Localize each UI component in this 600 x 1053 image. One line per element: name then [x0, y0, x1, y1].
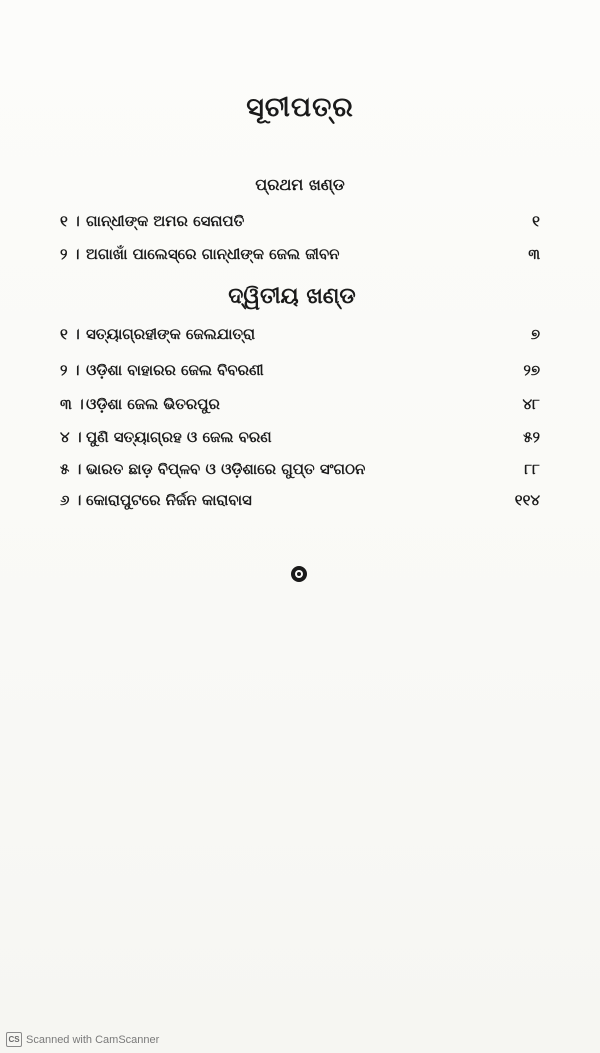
entry-page-number: ୧୧୪ [514, 491, 540, 509]
entry-title: ଓଡ଼ିଶା ବାହାରର ଜେଲ ବିବରଣୀ [86, 361, 264, 379]
entry-number: ୫ । [60, 460, 82, 478]
entry-page-number: ୭ [530, 325, 540, 343]
entry-page-number: ୫୨ [523, 428, 540, 446]
watermark-text: Scanned with CamScanner [26, 1033, 160, 1046]
entry-page-number: ୪୮ [522, 395, 540, 413]
toc-entry [60, 455, 540, 483]
entry-number: ୧ । [60, 212, 80, 230]
entry-title: ପୁଣି ସତ୍ୟାଗ୍ରହ ଓ ଜେଲ ବରଣ [86, 428, 272, 446]
toc-entry [60, 423, 540, 451]
page-title: ସୂଚୀପତ୍ର [246, 92, 354, 123]
section-heading-second: ଦ୍ୱିତୀୟ ଖଣ୍ଡ [228, 284, 356, 309]
entry-title: ଓଡ଼ିଶା ଜେଲ ଭିତରପୁର [86, 395, 220, 413]
toc-entry [60, 320, 540, 348]
entry-number: ୬ । [60, 491, 82, 509]
entry-title: ଭାରତ ଛାଡ଼ ବିପ୍ଳବ ଓ ଓଡ଼ିଶାରେ ଗୁପ୍ତ ସଂଗଠନ [86, 460, 366, 478]
entry-page-number: ୩ [528, 245, 540, 263]
toc-entry [60, 240, 540, 268]
scanner-watermark [6, 1032, 159, 1047]
entry-number: ୨ । [60, 361, 80, 379]
camscanner-logo-icon: CS [6, 1032, 22, 1047]
entry-title: କୋରାପୁଟରେ ନିର୍ଜନ କାରାବାସ [86, 491, 252, 509]
end-ornament-icon [291, 566, 307, 582]
entry-number: ୧ । [60, 325, 80, 343]
entry-title: ସତ୍ୟାଗ୍ରହୀଙ୍କ ଜେଲଯାତ୍ରା [86, 325, 255, 343]
toc-entry [60, 486, 540, 514]
toc-entry [60, 207, 540, 235]
entry-number: ୩ । [60, 395, 84, 413]
entry-number: ୪ । [60, 428, 82, 446]
entry-page-number: ୧ [532, 212, 540, 230]
entry-title: ଅଗାଖାଁ ପାଲେସ୍‌ରେ ଗାନ୍ଧୀଙ୍କ ଜେଲ ଜୀବନ [86, 245, 340, 263]
toc-entry [60, 356, 540, 384]
entry-page-number: ୨୭ [523, 361, 540, 379]
toc-entry [60, 390, 540, 418]
entry-title: ଗାନ୍ଧୀଙ୍କ ଅମର ସେନାପତି [86, 212, 245, 230]
section-heading-first: ପ୍ରଥମ ଖଣ୍ଡ [255, 175, 345, 194]
entry-page-number: ୮୮ [524, 460, 540, 478]
entry-number: ୨ । [60, 245, 80, 263]
